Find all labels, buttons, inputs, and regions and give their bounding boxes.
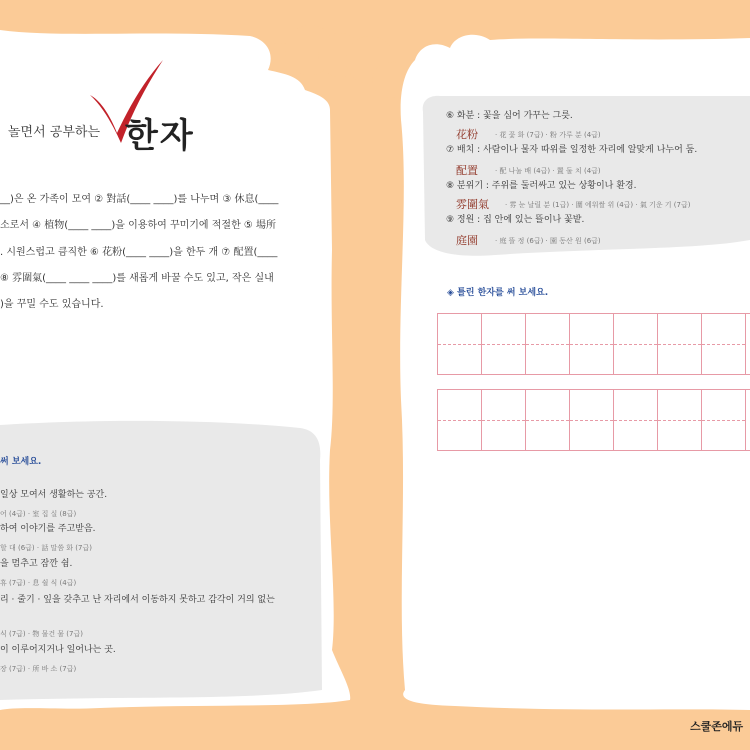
- left-def-1: 일상 모여서 생활하는 공간.: [0, 490, 108, 500]
- paragraph-line-1: __)은 온 가족이 모여 ② 對話(____ ____)를 나누며 ③ 休息(____: [0, 194, 279, 205]
- left-chars-3: 휴 (7급) · 息 쉴 식 (4급): [0, 579, 77, 587]
- right-hanja-7: 配置: [456, 164, 478, 177]
- practice-grid-row-1[interactable]: [437, 313, 750, 375]
- practice-cell[interactable]: [482, 390, 526, 450]
- paragraph-line-5: )을 꾸밀 수도 있습니다.: [0, 299, 104, 310]
- practice-cell[interactable]: [438, 390, 482, 450]
- practice-heading: ◈ 틀린 한자를 써 보세요.: [447, 288, 549, 298]
- practice-cell[interactable]: [658, 390, 702, 450]
- practice-cell[interactable]: [702, 390, 746, 450]
- right-chars-9: · 庭 뜰 정 (6급) · 園 동산 원 (6급): [495, 237, 601, 245]
- right-hanja-6: 花粉: [456, 128, 478, 141]
- left-chars-2: 할 대 (6급) · 話 말씀 화 (7급): [0, 544, 92, 552]
- left-def-2: 하여 이야기를 주고받음.: [0, 524, 96, 534]
- practice-cell[interactable]: [526, 314, 570, 374]
- practice-cell[interactable]: [702, 314, 746, 374]
- paragraph-line-2: 소로서 ④ 植物(____ ____)을 이용하여 꾸미기에 적절한 ⑤ 場所: [0, 220, 277, 231]
- paragraph-line-3: . 시원스럽고 큼직한 ⑥ 花粉(____ ____)을 한두 개 ⑦ 配置(____: [0, 247, 278, 258]
- practice-cell[interactable]: [614, 314, 658, 374]
- logo-title: 한자: [125, 116, 195, 156]
- brand-name: 스쿨존에듀: [690, 720, 744, 733]
- left-chars-5: 장 (7급) · 所 바 소 (7급): [0, 665, 77, 673]
- right-def-6: ⑥ 화분 : 꽃을 심어 가꾸는 그릇.: [446, 111, 573, 121]
- brand-logo: [690, 718, 743, 734]
- right-chars-8: · 雰 눈 날릴 분 (1급) · 圍 에워쌀 위 (4급) · 氣 기운 기 (7급): [505, 201, 691, 209]
- left-def-4: 리 · 줄기 · 잎을 갖추고 난 자리에서 이동하지 못하고 감각이 거의 없는: [0, 595, 275, 605]
- practice-cell[interactable]: [658, 314, 702, 374]
- right-hanja-8: 雰圍氣: [456, 198, 489, 211]
- logo-subtitle: 놀면서 공부하는: [8, 125, 101, 140]
- left-chars-4: 식 (7급) · 物 물건 물 (7급): [0, 630, 83, 638]
- practice-cell[interactable]: [526, 390, 570, 450]
- paragraph-line-4: ⑧ 雰圍氣(____ ____ ____)를 새롭게 바꿀 수도 있고, 작은 실내: [0, 273, 274, 284]
- right-hanja-9: 庭園: [456, 234, 478, 247]
- practice-grid-row-2[interactable]: [437, 389, 750, 451]
- left-def-3: 을 멈추고 잠깐 쉼.: [0, 559, 73, 569]
- left-box-heading: 써 보세요.: [0, 457, 42, 467]
- right-chars-6: · 花 꽃 화 (7급) · 粉 가루 분 (4급): [495, 131, 601, 139]
- right-chars-7: · 配 나눌 배 (4급) · 置 둘 치 (4급): [495, 167, 601, 175]
- practice-cell[interactable]: [438, 314, 482, 374]
- left-chars-1: 어 (4급) · 室 집 실 (8급): [0, 510, 77, 518]
- practice-cell[interactable]: [614, 390, 658, 450]
- practice-cell[interactable]: [570, 390, 614, 450]
- right-def-8: ⑧ 분위기 : 주위를 둘러싸고 있는 상황이나 환경.: [446, 181, 637, 191]
- practice-cell[interactable]: [482, 314, 526, 374]
- right-def-9: ⑨ 정원 : 집 안에 있는 뜰이나 꽃밭.: [446, 215, 585, 225]
- left-def-5: 이 이루어지거나 일어나는 곳.: [0, 645, 116, 655]
- practice-cell[interactable]: [570, 314, 614, 374]
- right-def-7: ⑦ 배치 : 사람이나 물자 따위를 일정한 자리에 알맞게 나누어 둠.: [446, 145, 698, 155]
